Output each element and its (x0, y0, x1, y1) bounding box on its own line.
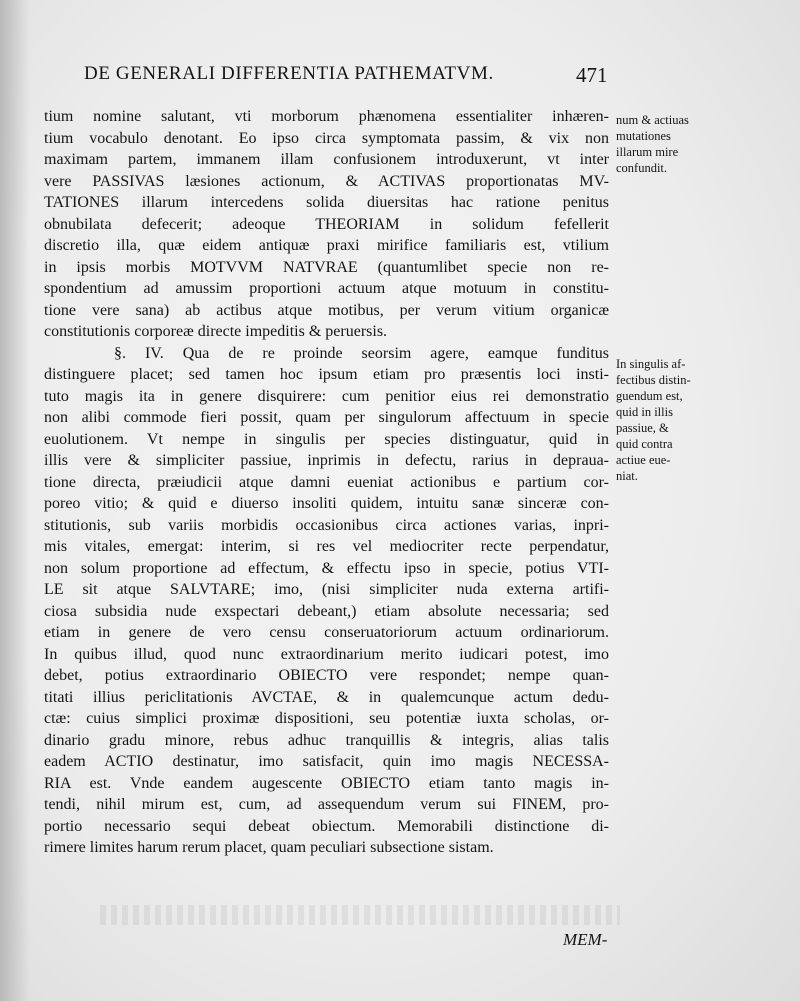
text-line: debet, potius extraordinario OBIECTO vere respondet; nempe quan- (44, 667, 609, 684)
marginal-note-line: niat. (616, 469, 638, 483)
text-line: In quibus illud, quod nunc extraordinarium merito iudicari potest, imo (44, 645, 609, 663)
marginal-note-line: passiue, & (616, 421, 669, 435)
show-through-text (100, 905, 620, 925)
text-line: etiam in genere de vero censu conseruatoriorum actuum ordinariorum. (44, 624, 609, 641)
text-line: §. IV. Qua de re proinde seorsim agere, eamque funditus (114, 344, 609, 362)
text-line: vere PASSIVAS læsiones actionum, & ACTIVAS proportionatas MV- (44, 172, 609, 190)
text-line: in ipsis morbis MOTVVM NATVRAE (quantumlibet specie non re- (44, 258, 609, 276)
text-line: tendi, nihil mirum est, cum, ad assequendum verum sui FINEM, pro- (44, 796, 609, 813)
text-line: ciosa subsidia nude exspectari debeant,) etiam absolute necessaria; sed (44, 602, 609, 620)
text-line: portio necessario sequi debeat obiectum. Memorabili distinctione di- (44, 817, 609, 835)
text-line: RIA est. Vnde eandem augescente OBIECTO etiam tanto magis in- (44, 774, 609, 792)
text-line: mis vitales, emergat: interim, si res vel mediocriter recte perpendatur, (44, 538, 609, 555)
text-line: distinguere placet; sed tamen hoc ipsum etiam pro præsentis loci insti- (44, 366, 609, 383)
text-line: obnubilata defecerit; adeoque THEORIAM in solidum fefellerit (44, 215, 609, 233)
text-line: tuto magis ita in genere disquirere: cum penitior eius rei demonstratio (44, 387, 609, 405)
text-line: non alibi commode fieri possit, quam per singulorum affectuum in specie (44, 409, 609, 426)
text-line: non solum proportione ad effectum, & effectu ipso in specie, potius VTI- (44, 559, 609, 577)
marginal-note-line: num & actiuas (616, 113, 689, 127)
text-line: maximam partem, immanem illam confusionem introduxerunt, vt inter (44, 151, 609, 168)
text-line: LE sit atque SALVTARE; imo, (nisi simpliciter nuda externa artifi- (44, 581, 609, 598)
text-line: dinario gradu minore, rebus adhuc tranquillis & integris, alias talis (44, 731, 609, 749)
text-line: eadem ACTIO destinatur, imo satisfacit, quin imo magis NECESSA- (44, 753, 609, 770)
marginal-note-line: actiue eue- (616, 453, 671, 467)
text-line: poreo vitio; & quid e diuerso insoliti quidem, intuitu sanæ sinceræ con- (44, 495, 609, 512)
page-number: 471 (576, 63, 608, 87)
text-line: constitutionis corporeæ directe impeditis & peruersis. (44, 323, 388, 340)
text-line: TATIONES illarum intercedens solida diuersitas hac ratione penitus (44, 194, 609, 211)
marginal-note-line: confundit. (616, 161, 668, 175)
marginal-note-line: quid contra (616, 437, 673, 451)
marginal-note-line: mutationes (616, 129, 671, 143)
marginal-note-line: quid in illis (616, 405, 673, 419)
marginal-note (616, 112, 796, 176)
text-line: ctæ: cuius simplici proximæ dispositioni, seu potentiæ iuxta scholas, or- (44, 710, 609, 727)
text-line: illis vere & simpliciter passiue, inprimis in defectu, rarius in deprauа- (44, 452, 609, 469)
text-line: stitutionis, sub variis morbidis occasionibus circa actiones varias, inpri- (44, 516, 609, 534)
marginal-note-line: guendum est, (616, 389, 683, 403)
marginal-note-line: In singulis af- (616, 357, 686, 371)
text-line: tione vere sana) ab actibus atque motibus, per verum vitium organicæ (44, 301, 609, 319)
text-line: titati illius periclitationis AVCTAE, & in qualemcunque actum dedu- (44, 688, 609, 706)
text-line: tium vocabulo denotant. Eo ipso circa symptomata passim, & vix non (44, 129, 609, 147)
text-line: euolutionem. Vt nempe in singulis per species distinguatur, quid in (44, 430, 609, 448)
running-title: DE GENERALI DIFFERENTIA PATHEMATVM. (84, 63, 494, 84)
marginal-note-line: illarum mire (616, 145, 679, 159)
body-text (44, 106, 609, 859)
text-line: tione directa, præiudicii atque damni eueniat actionibus e partium cor- (44, 473, 609, 491)
marginal-note (616, 356, 796, 484)
marginal-note-line: fectibus distin- (616, 373, 691, 387)
text-line: tium nomine salutant, vti morborum phænomena essentialiter inhæren- (44, 108, 609, 125)
text-line: discretio illa, quæ eidem antiquæ praxi mirifice familiaris est, vtilium (44, 237, 609, 254)
catchword: MEM- (563, 930, 608, 949)
text-line: spondentium ad amussim proportioni actuum atque motuum in constitu- (44, 280, 609, 297)
text-line: rimere limites harum rerum placet, quam peculiari subsectione sistam. (44, 839, 494, 856)
